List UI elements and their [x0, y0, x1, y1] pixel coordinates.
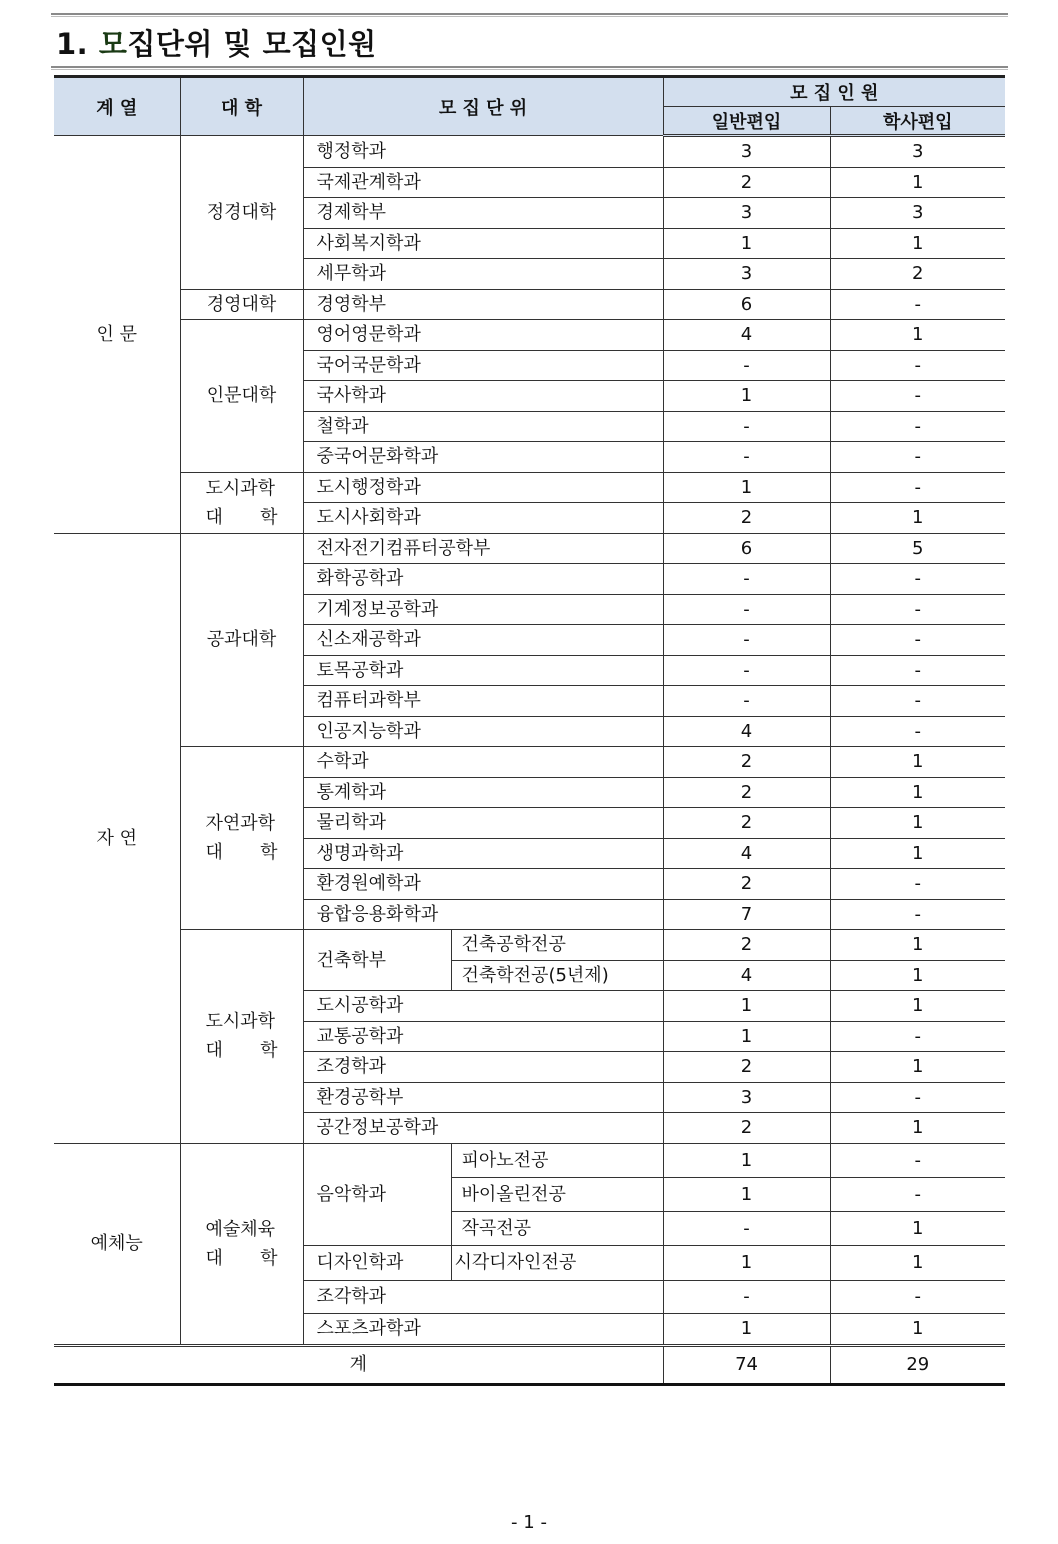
table-row	[54, 472, 1005, 503]
general-count: 2	[663, 1113, 830, 1144]
bachelor-count: 1	[830, 1113, 1005, 1144]
general-count: 4	[663, 838, 830, 869]
bachelor-count: -	[830, 381, 1005, 412]
general-count: 4	[663, 716, 830, 747]
general-count: -	[663, 350, 830, 381]
bachelor-count: 3	[830, 198, 1005, 229]
bachelor-count: 1	[830, 1052, 1005, 1083]
unit-cell: 국어국문학과	[303, 350, 663, 381]
general-count: 3	[663, 136, 830, 168]
general-count: 1	[663, 1143, 830, 1177]
table-row	[54, 136, 1005, 168]
general-count: 3	[663, 198, 830, 229]
unit-cell: 생명과학과	[303, 838, 663, 869]
unit-cell: 공간정보공학과	[303, 1113, 663, 1144]
general-count: 7	[663, 899, 830, 930]
recruitment-table	[54, 75, 1005, 1386]
general-count: 2	[663, 167, 830, 198]
general-count: 1	[663, 1177, 830, 1211]
bachelor-count: 5	[830, 533, 1005, 564]
college-name-line1: 자연과학	[205, 813, 276, 834]
table-row	[54, 747, 1005, 778]
unit-cell: 음악학과	[303, 1143, 451, 1245]
bachelor-count: 1	[830, 228, 1005, 259]
unit-cell: 기계정보공학과	[303, 594, 663, 625]
title-accent-char: 모	[98, 27, 128, 61]
title-text: 집단위 및 모집인원	[127, 27, 377, 61]
general-count: -	[663, 442, 830, 473]
page-number: - 1 -	[511, 1512, 547, 1533]
bachelor-count: -	[830, 1177, 1005, 1211]
unit-cell: 화학공학과	[303, 564, 663, 595]
bachelor-count: -	[830, 411, 1005, 442]
general-count: 2	[663, 777, 830, 808]
general-count: 1	[663, 1245, 830, 1280]
general-count: 2	[663, 808, 830, 839]
college-cell: 공과대학	[180, 533, 303, 747]
unit-cell: 경영학부	[303, 289, 663, 320]
bachelor-count: -	[830, 716, 1005, 747]
unit-cell: 전자전기컴퓨터공학부	[303, 533, 663, 564]
general-count: -	[663, 411, 830, 442]
bachelor-count: 2	[830, 259, 1005, 290]
college-name-line2: 대 학	[205, 1247, 278, 1269]
general-count: -	[663, 655, 830, 686]
college-cell	[180, 930, 303, 1144]
category-cell: 자 연	[54, 533, 180, 1143]
general-count: 1	[663, 472, 830, 503]
bachelor-count: -	[830, 1021, 1005, 1052]
header-college: 대 학	[180, 77, 303, 136]
unit-cell: 중국어문화학과	[303, 442, 663, 473]
unit-cell: 교통공학과	[303, 1021, 663, 1052]
bachelor-count: -	[830, 655, 1005, 686]
unit-cell: 도시행정학과	[303, 472, 663, 503]
general-count: -	[663, 594, 830, 625]
unit-cell: 수학과	[303, 747, 663, 778]
major-cell: 피아노전공	[451, 1143, 663, 1177]
unit-cell: 신소재공학과	[303, 625, 663, 656]
general-count: -	[663, 686, 830, 717]
college-cell	[180, 747, 303, 930]
general-count: -	[663, 625, 830, 656]
header-category: 계 열	[54, 77, 180, 136]
bachelor-count: 1	[830, 320, 1005, 351]
unit-cell: 철학과	[303, 411, 663, 442]
bachelor-count: -	[830, 869, 1005, 900]
table-row	[54, 289, 1005, 320]
college-cell	[180, 472, 303, 533]
unit-cell: 세무학과	[303, 259, 663, 290]
major-cell: 시각디자인전공	[451, 1245, 663, 1280]
bachelor-count: -	[830, 1280, 1005, 1313]
bachelor-count: 1	[830, 808, 1005, 839]
major-cell: 건축공학전공	[451, 930, 663, 961]
unit-cell: 스포츠과학과	[303, 1313, 663, 1345]
general-count: 2	[663, 747, 830, 778]
college-name-line2: 대 학	[205, 842, 278, 863]
category-cell: 인 문	[54, 136, 180, 534]
general-count: 1	[663, 1313, 830, 1345]
bachelor-count: -	[830, 1082, 1005, 1113]
bachelor-count: 1	[830, 167, 1005, 198]
bachelor-count: 1	[830, 1245, 1005, 1280]
general-count: 3	[663, 259, 830, 290]
header-quota: 모 집 인 원	[663, 77, 1005, 107]
general-count: 2	[663, 930, 830, 961]
bachelor-count: 1	[830, 747, 1005, 778]
bachelor-count: 1	[830, 1313, 1005, 1345]
general-count: -	[663, 564, 830, 595]
college-cell: 경영대학	[180, 289, 303, 320]
unit-cell: 행정학과	[303, 136, 663, 168]
bachelor-count: -	[830, 350, 1005, 381]
table-row	[54, 533, 1005, 564]
general-count: 3	[663, 1082, 830, 1113]
major-cell: 작곡전공	[451, 1211, 663, 1245]
general-count: 4	[663, 960, 830, 991]
major-cell: 건축학전공(5년제)	[451, 960, 663, 991]
unit-cell: 사회복지학과	[303, 228, 663, 259]
unit-cell: 영어영문학과	[303, 320, 663, 351]
unit-cell: 도시사회학과	[303, 503, 663, 534]
total-general: 74	[663, 1345, 830, 1384]
college-name-line2: 대 학	[205, 1040, 278, 1062]
general-count: 2	[663, 869, 830, 900]
general-count: 1	[663, 991, 830, 1022]
bachelor-count: 1	[830, 503, 1005, 534]
bachelor-count: -	[830, 899, 1005, 930]
bachelor-count: 3	[830, 136, 1005, 168]
general-count: 1	[663, 381, 830, 412]
section-title	[56, 22, 377, 63]
unit-cell: 도시공학과	[303, 991, 663, 1022]
bachelor-count: -	[830, 625, 1005, 656]
general-count: -	[663, 1280, 830, 1313]
bachelor-count: 1	[830, 991, 1005, 1022]
unit-cell: 토목공학과	[303, 655, 663, 686]
total-row	[54, 1345, 1005, 1384]
college-name-line1: 예술체육	[205, 1218, 276, 1240]
bachelor-count: -	[830, 686, 1005, 717]
bachelor-count: -	[830, 594, 1005, 625]
bachelor-count: 1	[830, 930, 1005, 961]
college-cell: 정경대학	[180, 136, 303, 290]
general-count: 1	[663, 228, 830, 259]
table-row	[54, 320, 1005, 351]
unit-cell: 국사학과	[303, 381, 663, 412]
unit-cell: 융합응용화학과	[303, 899, 663, 930]
section-number: 1.	[56, 27, 89, 61]
college-cell	[180, 1143, 303, 1345]
table-row	[54, 930, 1005, 961]
header-general-transfer: 일반편입	[663, 107, 830, 136]
bachelor-count: -	[830, 1143, 1005, 1177]
bachelor-count: 1	[830, 1211, 1005, 1245]
header-unit: 모 집 단 위	[303, 77, 663, 136]
college-name-line1: 도시과학	[205, 477, 276, 499]
unit-cell: 건축학부	[303, 930, 451, 991]
unit-cell: 국제관계학과	[303, 167, 663, 198]
unit-cell: 디자인학과	[303, 1245, 451, 1280]
general-count: 2	[663, 503, 830, 534]
college-name-line2: 대 학	[205, 506, 278, 528]
unit-cell: 경제학부	[303, 198, 663, 229]
unit-cell: 컴퓨터과학부	[303, 686, 663, 717]
category-cell: 예체능	[54, 1143, 180, 1345]
unit-cell: 환경원예학과	[303, 869, 663, 900]
general-count: -	[663, 1211, 830, 1245]
bachelor-count: 1	[830, 838, 1005, 869]
title-rule	[51, 66, 1008, 70]
college-cell: 인문대학	[180, 320, 303, 473]
bachelor-count: -	[830, 472, 1005, 503]
unit-cell: 인공지능학과	[303, 716, 663, 747]
general-count: 1	[663, 1021, 830, 1052]
general-count: 6	[663, 533, 830, 564]
general-count: 2	[663, 1052, 830, 1083]
bachelor-count: -	[830, 564, 1005, 595]
unit-cell: 물리학과	[303, 808, 663, 839]
top-rule	[51, 13, 1008, 17]
college-name-line1: 도시과학	[205, 1011, 276, 1033]
unit-cell: 조각학과	[303, 1280, 663, 1313]
unit-cell: 통계학과	[303, 777, 663, 808]
total-bachelor: 29	[830, 1345, 1005, 1384]
general-count: 6	[663, 289, 830, 320]
general-count: 4	[663, 320, 830, 351]
unit-cell: 환경공학부	[303, 1082, 663, 1113]
bachelor-count: 1	[830, 960, 1005, 991]
major-cell: 바이올린전공	[451, 1177, 663, 1211]
unit-cell: 조경학과	[303, 1052, 663, 1083]
bachelor-count: 1	[830, 777, 1005, 808]
total-label: 계	[54, 1345, 663, 1384]
header-bachelor-transfer: 학사편입	[830, 107, 1005, 136]
bachelor-count: -	[830, 289, 1005, 320]
table-row	[54, 1143, 1005, 1177]
bachelor-count: -	[830, 442, 1005, 473]
